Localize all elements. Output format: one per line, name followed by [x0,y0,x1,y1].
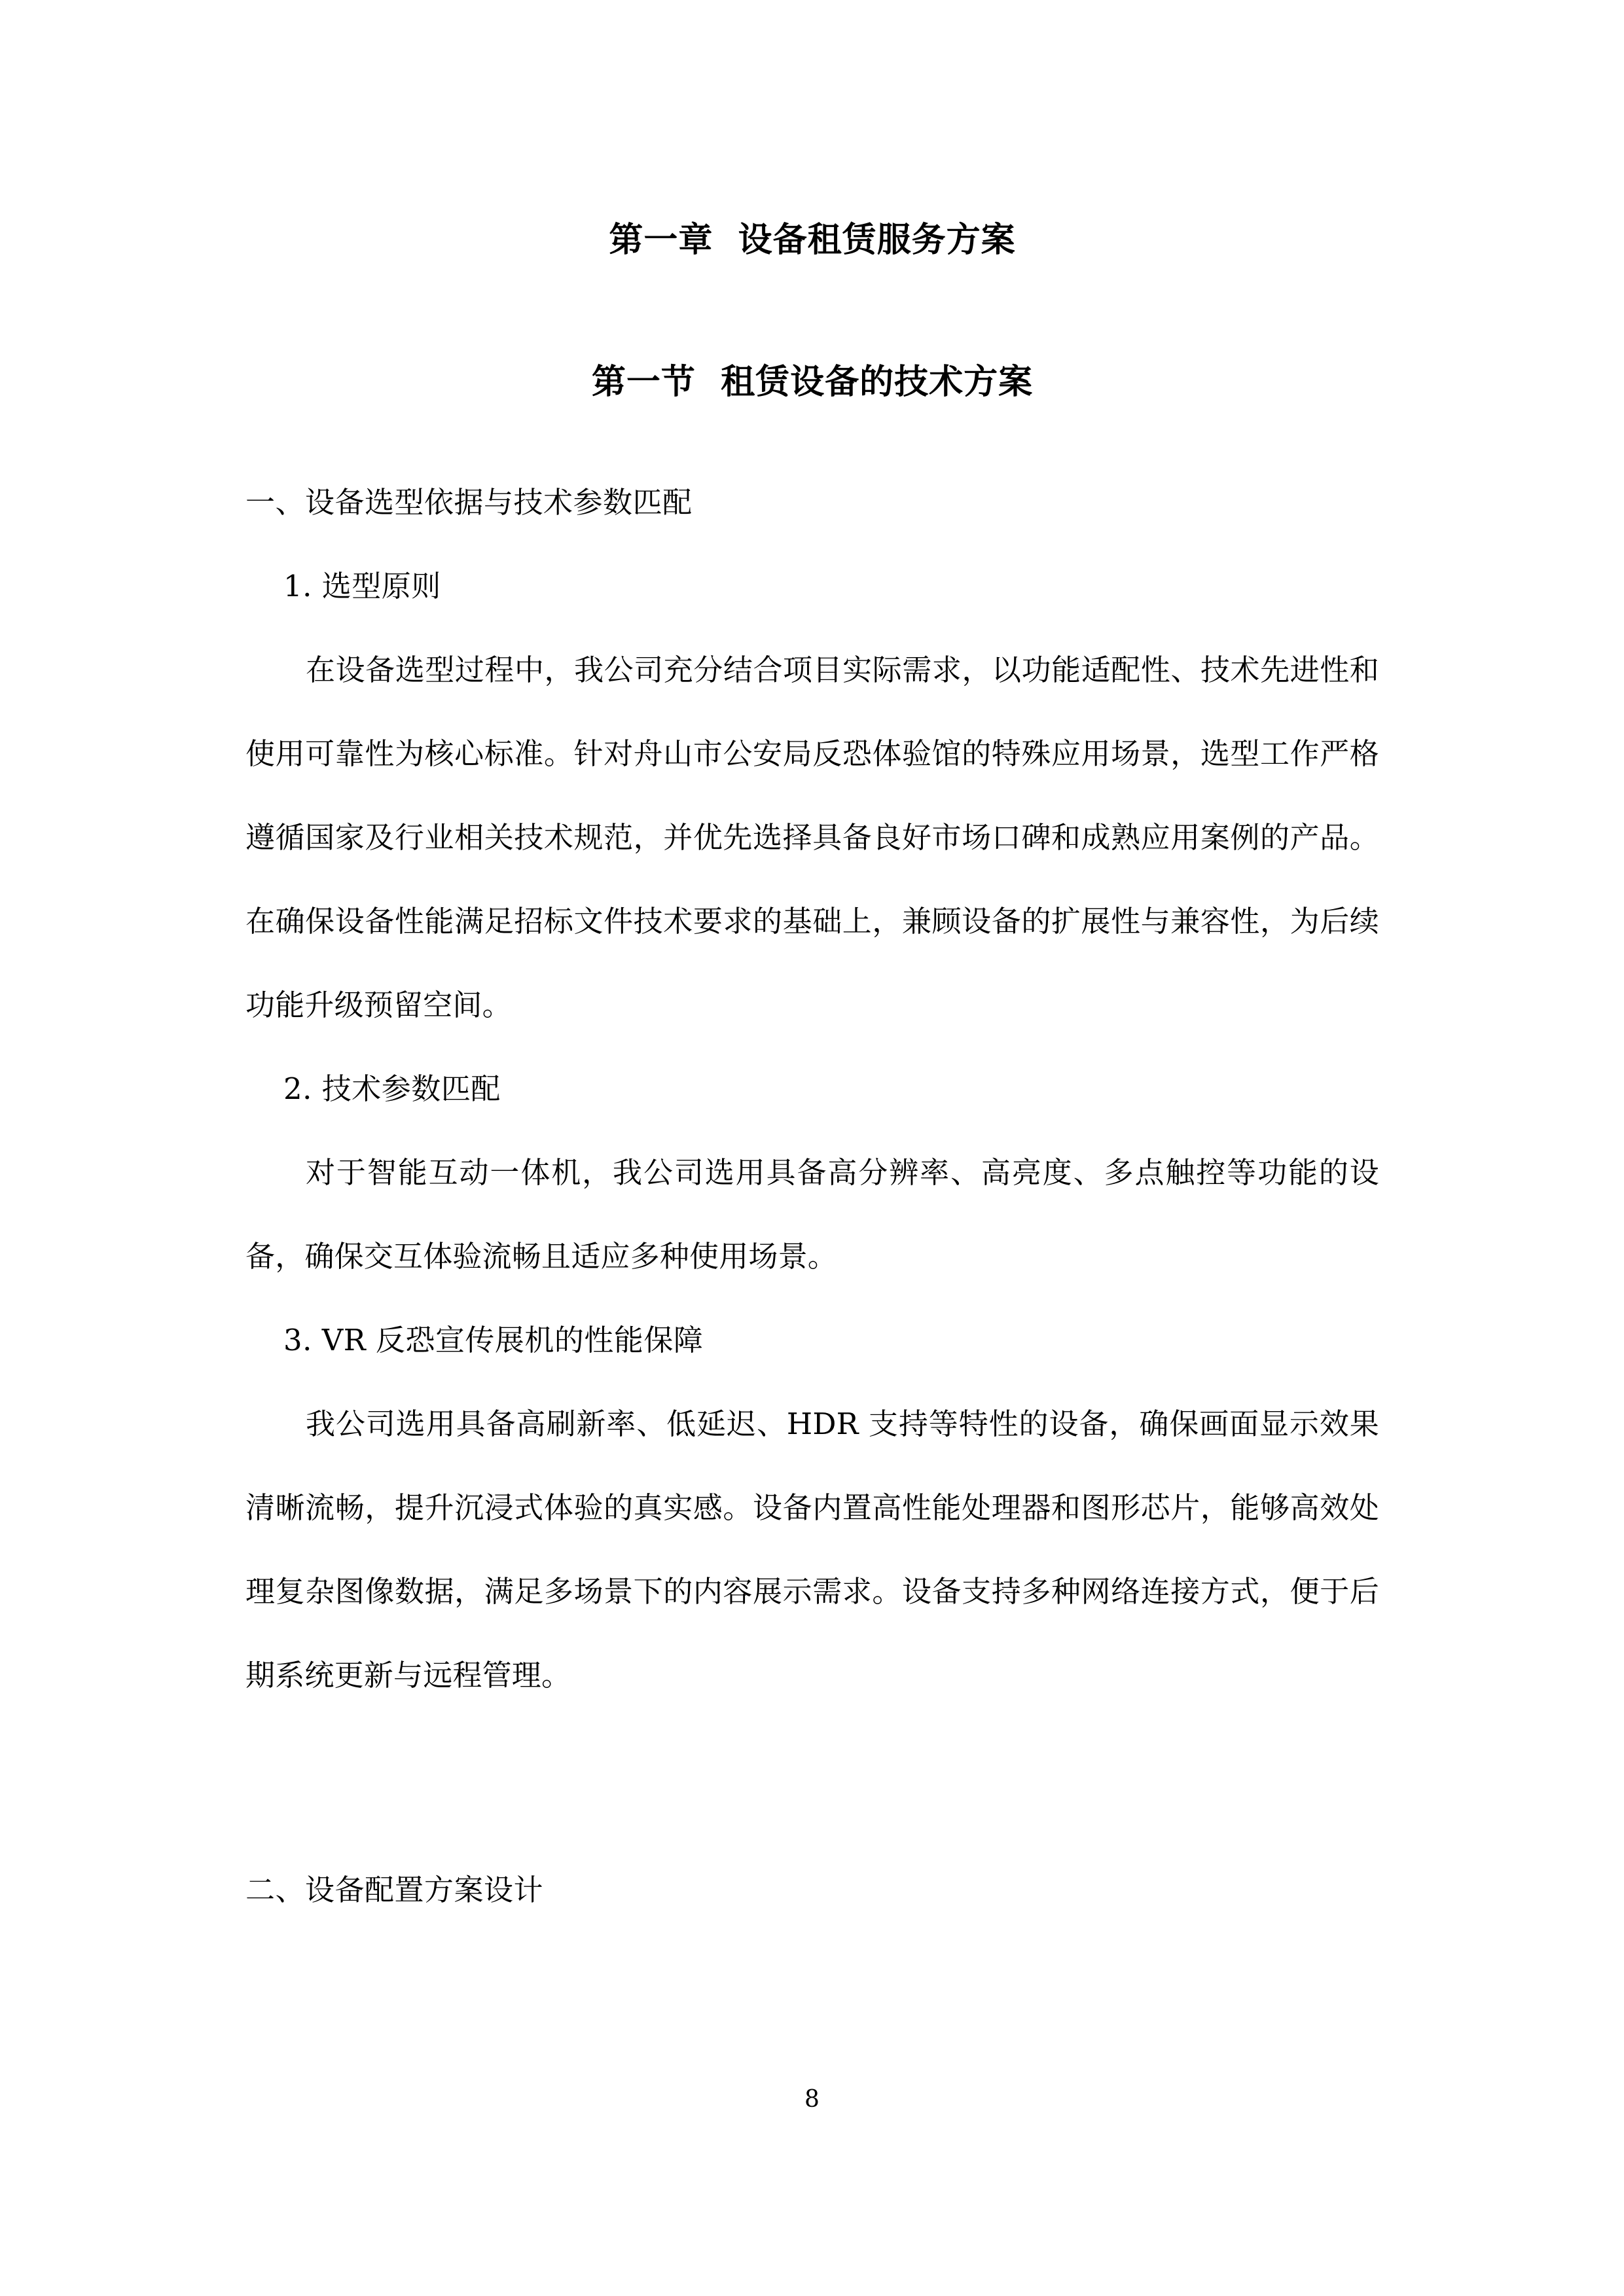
chapter-title: 第一章 设备租赁服务方案 [609,220,1016,260]
heading-technical-parameter-matching: 2. 技术参数匹配 [283,1071,501,1107]
para-technical-parameter-matching: 对于智能互动一体机，我公司选用具备高分辨率、高亮度、多点触控等功能的设备，确保交互体验流畅且适应多种使用场景。 [245,1155,1379,1274]
section-title: 第一节 租赁设备的技术方案 [591,362,1034,403]
heading-selection-principles: 1. 选型原则 [283,569,441,604]
page-number: 8 [804,2086,820,2113]
para-selection-principles: 在设备选型过程中，我公司充分结合项目实际需求，以功能适配性、技术先进性和使用可靠性为核心标准。针对舟山市公安局反恐体验馆的特殊应用场景，选型工作严格遵循国家及行业相关技术规范，并优先选择具备良好市场口碑和成熟应用案例的产品。在确保设备性能满足招标文件技术要求的基础上，兼顾设备的扩展性与兼容性，为后续功能升级预留空间。 [245,653,1379,1023]
heading-equipment-selection-basis: 一、设备选型依据与技术参数匹配 [245,485,693,520]
heading-vr-performance-assurance: 3. VR 反恐宣传展机的性能保障 [283,1323,704,1358]
document-body [245,401,1379,1932]
page-content [245,0,1379,1932]
para-vr-performance-assurance: 我公司选用具备高刷新率、低延迟、HDR 支持等特性的设备，确保画面显示效果清晰流畅，提升沉浸式体验的真实感。设备内置高性能处理器和图形芯片，能够高效处理复杂图像数据，满足多场景下的内容展示需求。设备支持多种网络连接方式，便于后期系统更新与远程管理。 [245,1407,1379,1693]
heading-equipment-configuration-design: 二、设备配置方案设计 [245,1873,544,1908]
